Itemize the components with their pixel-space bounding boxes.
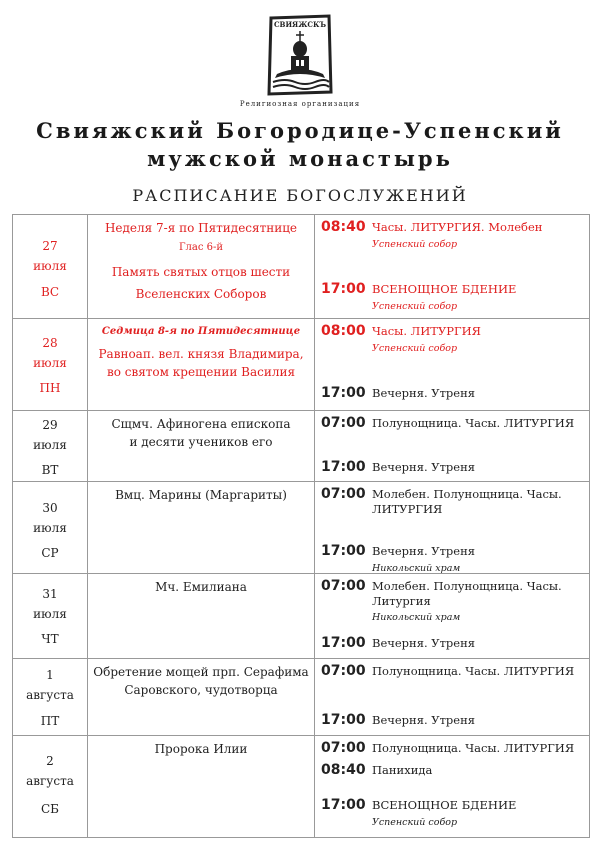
date-cell bbox=[13, 482, 88, 574]
weekday-abbr: ВТ bbox=[41, 463, 59, 477]
service-place: Успенский собор bbox=[372, 239, 458, 250]
service-description: ВСЕНОЩНОЕ БДЕНИЕ bbox=[372, 798, 517, 812]
day-number: 30 bbox=[42, 501, 58, 515]
service-time: 17:00 bbox=[321, 459, 366, 475]
day-number: 27 bbox=[42, 239, 58, 253]
services-cell bbox=[315, 215, 590, 319]
service-description: Полунощница. Часы. ЛИТУРГИЯ bbox=[372, 741, 575, 755]
weekday-abbr: ПН bbox=[39, 381, 61, 395]
service-description: Вечерня. Утреня bbox=[372, 460, 476, 474]
date-cell bbox=[13, 659, 88, 736]
service-time: 08:40 bbox=[321, 219, 366, 235]
feast-line: Неделя 7-я по Пятидесятнице bbox=[104, 221, 298, 235]
service-place: Никольский храм bbox=[372, 612, 461, 623]
services-cell bbox=[315, 319, 590, 411]
month-name: августа bbox=[26, 774, 74, 788]
weekday-abbr: СБ bbox=[41, 802, 59, 816]
weekday-abbr: СР bbox=[41, 546, 59, 560]
schedule-row bbox=[13, 659, 590, 736]
services-cell bbox=[315, 574, 590, 659]
service-place: Никольский храм bbox=[372, 563, 461, 574]
feast-cell bbox=[88, 411, 315, 482]
service-description: ВСЕНОЩНОЕ БДЕНИЕ bbox=[372, 282, 517, 296]
feast-cell bbox=[88, 736, 315, 838]
day-number: 31 bbox=[42, 587, 58, 601]
service-time: 07:00 bbox=[321, 740, 366, 756]
month-name: августа bbox=[26, 688, 74, 702]
service-time: 17:00 bbox=[321, 635, 366, 651]
service-time: 17:00 bbox=[321, 385, 366, 401]
feast-cell bbox=[88, 215, 315, 319]
schedule-table bbox=[12, 214, 590, 838]
date-cell bbox=[13, 574, 88, 659]
feast-line: Сщмч. Афиногена епископа bbox=[111, 417, 291, 431]
service-place: Успенский собор bbox=[372, 301, 458, 312]
svg-text:СВИЯЖСКЪ: СВИЯЖСКЪ bbox=[273, 20, 327, 29]
service-description: Вечерня. Утреня bbox=[372, 386, 476, 400]
feast-line: во святом крещении Василия bbox=[106, 365, 296, 379]
service-time: 17:00 bbox=[321, 712, 366, 728]
services-cell bbox=[315, 411, 590, 482]
service-description: Вечерня. Утреня bbox=[372, 544, 476, 558]
service-description: Полунощница. Часы. ЛИТУРГИЯ bbox=[372, 664, 575, 678]
service-description: Вечерня. Утреня bbox=[372, 636, 476, 650]
schedule-row bbox=[13, 736, 590, 838]
service-time: 17:00 bbox=[321, 543, 366, 559]
day-number: 2 bbox=[46, 754, 54, 768]
schedule-row bbox=[13, 319, 590, 411]
service-description: Панихида bbox=[372, 763, 433, 777]
date-cell bbox=[13, 736, 88, 838]
feast-line: Мч. Емилиана bbox=[155, 580, 247, 594]
monastery-logo bbox=[265, 12, 335, 96]
service-place: Успенский собор bbox=[372, 343, 458, 354]
services-cell bbox=[315, 482, 590, 574]
date-cell bbox=[13, 319, 88, 411]
service-time: 17:00 bbox=[321, 797, 366, 813]
date-cell bbox=[13, 215, 88, 319]
month-name: июля bbox=[33, 607, 67, 621]
feast-line: Седмица 8-я по Пятидесятнице bbox=[101, 326, 301, 337]
weekday-abbr: ВС bbox=[41, 285, 59, 299]
schedule-row bbox=[13, 215, 590, 319]
service-time: 07:00 bbox=[321, 415, 366, 431]
feast-line: Саровского, чудотворца bbox=[124, 683, 278, 697]
feast-cell bbox=[88, 574, 315, 659]
service-time: 07:00 bbox=[321, 578, 366, 594]
service-description: Вечерня. Утреня bbox=[372, 713, 476, 727]
schedule-row bbox=[13, 482, 590, 574]
feast-line: Память святых отцов шести bbox=[111, 265, 291, 279]
service-description: Полунощница. Часы. ЛИТУРГИЯ bbox=[372, 416, 575, 430]
feast-cell bbox=[88, 482, 315, 574]
feast-line: Обретение мощей прп. Серафима bbox=[93, 665, 309, 679]
month-name: июля bbox=[33, 521, 67, 535]
weekday-abbr: ПТ bbox=[40, 714, 60, 728]
weekday-abbr: ЧТ bbox=[41, 632, 59, 646]
month-name: июля bbox=[33, 259, 67, 273]
monastery-title-line2: мужской монастырь bbox=[147, 146, 453, 171]
feast-line: и десяти учеников его bbox=[129, 435, 273, 449]
feast-line: Глас 6-й bbox=[178, 242, 224, 253]
date-cell bbox=[13, 411, 88, 482]
schedule-row bbox=[13, 574, 590, 659]
service-time: 08:00 bbox=[321, 323, 366, 339]
month-name: июля bbox=[33, 438, 67, 452]
feast-cell bbox=[88, 659, 315, 736]
service-time: 17:00 bbox=[321, 281, 366, 297]
feast-line: Вмц. Марины (Маргариты) bbox=[115, 488, 287, 502]
service-description: Молебен. Полунощница. Часы. ЛИТУРГИЯ bbox=[372, 487, 562, 516]
day-number: 28 bbox=[42, 336, 58, 350]
service-place: Успенский собор bbox=[372, 817, 458, 828]
feast-line: Вселенских Соборов bbox=[135, 287, 267, 301]
service-description: Часы. ЛИТУРГИЯ bbox=[372, 324, 481, 338]
feast-line: Равноап. вел. князя Владимира, bbox=[98, 347, 304, 361]
monastery-title-line1: Свияжский Богородице-Успенский bbox=[36, 118, 564, 143]
schedule-row bbox=[13, 411, 590, 482]
day-number: 1 bbox=[46, 668, 54, 682]
feast-cell bbox=[88, 319, 315, 411]
service-time: 08:40 bbox=[321, 762, 366, 778]
month-name: июля bbox=[33, 356, 67, 370]
org-type: Религиозная организация bbox=[239, 100, 361, 108]
schedule-heading: РАСПИСАНИЕ БОГОСЛУЖЕНИЙ bbox=[132, 186, 468, 205]
services-cell bbox=[315, 736, 590, 838]
service-time: 07:00 bbox=[321, 486, 366, 502]
services-cell bbox=[315, 659, 590, 736]
feast-line: Пророка Илии bbox=[154, 742, 248, 756]
day-number: 29 bbox=[42, 418, 58, 432]
service-time: 07:00 bbox=[321, 663, 366, 679]
service-description: Молебен. Полунощница. Часы. Литургия bbox=[372, 579, 562, 608]
service-description: Часы. ЛИТУРГИЯ. Молебен bbox=[372, 220, 543, 234]
